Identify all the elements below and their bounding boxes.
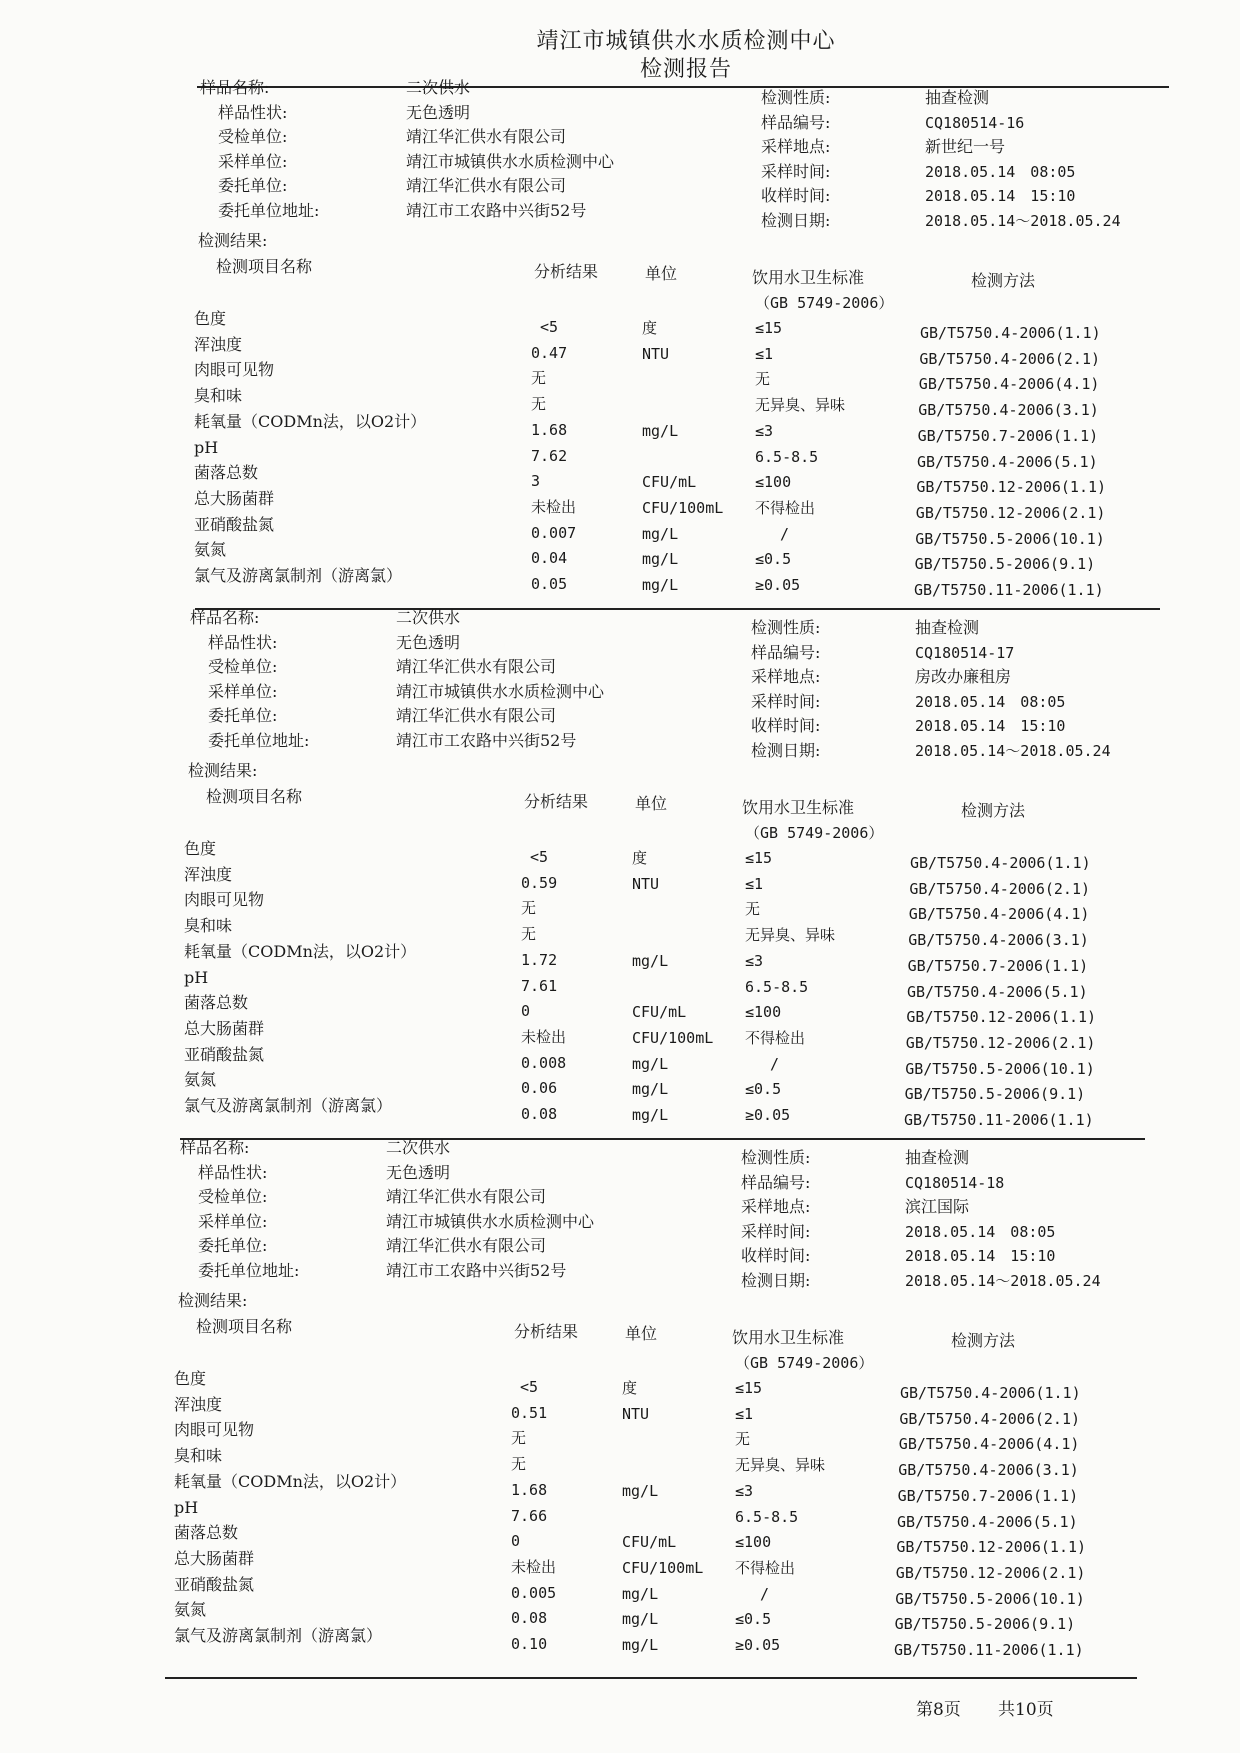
result-value: <5: [540, 318, 559, 336]
page-number: 第8页: [916, 1700, 961, 1720]
value-sample-name: 二次供水: [396, 608, 461, 627]
col-standard-code: （GB 5749-2006）: [745, 824, 884, 842]
method-value: GB/T5750.12-2006(2.1): [905, 1033, 1096, 1052]
method-value: GB/T5750.4-2006(5.1): [907, 982, 1088, 1001]
unit-value: mg/L: [622, 1481, 659, 1500]
item-name: 亚硝酸盐氮: [194, 514, 275, 534]
result-value: 0.10: [511, 1635, 548, 1653]
label-client-unit: 委托单位:: [218, 176, 288, 195]
unit-value: CFU/100mL: [642, 498, 724, 517]
label-inspected-unit: 受检单位:: [208, 657, 278, 676]
item-name: 臭和味: [194, 386, 243, 406]
col-unit: 单位: [645, 264, 678, 283]
item-name: 臭和味: [184, 916, 233, 936]
unit-value: NTU: [642, 344, 670, 363]
value-client-address: 靖江市工农路中兴街52号: [406, 200, 587, 220]
item-name: 色度: [194, 309, 227, 328]
method-value: GB/T5750.4-2006(4.1): [898, 1435, 1080, 1454]
standard-value: ≤0.5: [745, 1080, 782, 1099]
method-value: GB/T5750.7-2006(1.1): [897, 1486, 1079, 1505]
value-test-date: 2018.05.14～2018.05.24: [905, 1271, 1101, 1290]
method-value: GB/T5750.4-2006(5.1): [897, 1512, 1078, 1531]
label-inspected-unit: 受检单位:: [198, 1187, 268, 1206]
item-name: 氯气及游离氯制剂（游离氯）: [174, 1626, 383, 1645]
label-sampling-unit: 采样单位:: [218, 151, 288, 171]
label-receipt-time: 收样时间:: [761, 186, 831, 205]
unit-value: CFU/mL: [642, 473, 697, 492]
method-value: GB/T5750.11-2006(1.1): [904, 1111, 1094, 1129]
item-name: 亚硝酸盐氮: [184, 1044, 265, 1064]
label-inspected-unit: 受检单位:: [218, 127, 288, 146]
label-test-date: 检测日期:: [761, 210, 831, 230]
item-name: 亚硝酸盐氮: [174, 1574, 255, 1594]
unit-value: 度: [642, 319, 658, 337]
item-name: 色度: [174, 1369, 207, 1388]
label-client-address: 委托单位地址:: [218, 200, 320, 220]
col-item: 检测项目名称: [196, 1317, 293, 1336]
unit-value: NTU: [622, 1404, 650, 1423]
standard-value: ≤1: [735, 1404, 754, 1423]
value-client-unit: 靖江华汇供水有限公司: [386, 1236, 547, 1255]
label-test-date: 检测日期:: [741, 1270, 811, 1290]
item-name: 总大肠菌群: [174, 1548, 255, 1568]
unit-value: CFU/mL: [632, 1003, 687, 1022]
col-standard-code: （GB 5749-2006）: [735, 1354, 874, 1372]
result-value: 0: [521, 1002, 531, 1021]
label-sample-no: 样品编号:: [751, 642, 821, 662]
label-sampling-time: 采样时间:: [751, 691, 821, 711]
standard-value: ≤15: [755, 319, 783, 337]
standard-value: /: [760, 1584, 770, 1603]
col-unit: 单位: [625, 1324, 658, 1343]
result-value: 0.06: [521, 1079, 558, 1098]
result-value: 0.59: [521, 873, 558, 892]
value-inspected-unit: 靖江华汇供水有限公司: [406, 127, 567, 146]
unit-value: 度: [622, 1379, 638, 1397]
label-sample-name: 样品名称:: [180, 1138, 250, 1157]
divider: [165, 1677, 1137, 1679]
results-label: 检测结果:: [188, 761, 258, 780]
label-sample-name: 样品名称:: [190, 608, 260, 627]
result-value: <5: [520, 1378, 539, 1396]
result-value: 3: [531, 472, 541, 491]
method-value: GB/T5750.4-2006(2.1): [919, 349, 1101, 368]
item-name: 耗氧量（CODMn法，以O2计）: [174, 1471, 407, 1491]
unit-value: mg/L: [642, 421, 679, 440]
report-title: 检测报告: [639, 57, 732, 82]
col-standard: 饮用水卫生标准: [752, 268, 865, 287]
value-client-address: 靖江市工农路中兴街52号: [396, 730, 577, 750]
method-value: GB/T5750.5-2006(9.1): [914, 555, 1096, 574]
method-value: GB/T5750.4-2006(2.1): [909, 879, 1091, 898]
standard-value: ≤15: [745, 849, 773, 867]
unit-value: mg/L: [622, 1584, 659, 1603]
standard-value: ≤0.5: [735, 1610, 772, 1629]
result-value: 无: [511, 1429, 527, 1448]
value-test-date: 2018.05.14～2018.05.24: [915, 741, 1111, 760]
item-name: 肉眼可见物: [194, 360, 275, 380]
result-value: 1.68: [531, 420, 568, 439]
col-standard: 饮用水卫生标准: [742, 798, 855, 817]
label-sampling-unit: 采样单位:: [208, 681, 278, 701]
standard-value: ≤3: [745, 951, 764, 970]
sample-section-3: [0, 1060, 1220, 1659]
method-value: GB/T5750.11-2006(1.1): [914, 581, 1104, 599]
method-value: GB/T5750.11-2006(1.1): [894, 1641, 1084, 1659]
result-value: 7.62: [531, 446, 568, 465]
value-test-date: 2018.05.14～2018.05.24: [925, 211, 1121, 230]
col-standard: 饮用水卫生标准: [732, 1328, 845, 1347]
standard-value: ≥0.05: [735, 1636, 781, 1654]
result-value: 无: [521, 899, 537, 918]
label-client-unit: 委托单位:: [198, 1236, 268, 1255]
result-value: 0.04: [531, 549, 568, 568]
item-name: 氨氮: [174, 1600, 207, 1620]
unit-value: NTU: [632, 874, 660, 893]
item-name: 菌落总数: [194, 463, 259, 483]
standard-value: 无: [745, 900, 761, 919]
label-sample-name: 样品名称:: [200, 78, 270, 97]
value-sampling-unit: 靖江市城镇供水水质检测中心: [386, 1211, 595, 1231]
method-value: GB/T5750.4-2006(1.1): [900, 1384, 1081, 1402]
unit-value: mg/L: [622, 1636, 659, 1654]
results-label: 检测结果:: [178, 1291, 248, 1310]
label-sample-property: 样品性状:: [198, 1162, 268, 1182]
method-value: GB/T5750.4-2006(1.1): [910, 854, 1091, 872]
value-sample-name: 二次供水: [406, 78, 471, 97]
method-value: GB/T5750.5-2006(10.1): [915, 529, 1105, 548]
item-name: 氨氮: [184, 1070, 217, 1090]
value-test-nature: 抽查检测: [905, 1148, 970, 1167]
method-value: GB/T5750.5-2006(10.1): [895, 1589, 1085, 1608]
label-sample-property: 样品性状:: [218, 102, 288, 122]
value-sample-name: 二次供水: [386, 1138, 451, 1157]
item-name: pH: [184, 967, 209, 987]
item-name: 总大肠菌群: [194, 488, 275, 508]
unit-value: mg/L: [632, 1080, 669, 1099]
result-value: 1.68: [511, 1480, 548, 1499]
value-client-unit: 靖江华汇供水有限公司: [406, 176, 567, 195]
result-value: 无: [511, 1455, 527, 1474]
result-value: 无: [531, 369, 547, 388]
label-sampling-site: 采样地点:: [761, 137, 831, 156]
standard-value: 无异臭、异味: [735, 1456, 826, 1475]
unit-value: CFU/mL: [622, 1533, 677, 1552]
col-method: 检测方法: [961, 801, 1026, 820]
result-value: 未检出: [531, 497, 577, 516]
item-name: 菌落总数: [184, 993, 249, 1013]
label-client-address: 委托单位地址:: [208, 730, 310, 750]
label-sample-property: 样品性状:: [208, 632, 278, 652]
item-name: 浑浊度: [194, 334, 243, 354]
unit-value: mg/L: [632, 951, 669, 970]
method-value: GB/T5750.4-2006(3.1): [918, 401, 1099, 420]
value-sampling-unit: 靖江市城镇供水水质检测中心: [396, 681, 605, 701]
label-receipt-time: 收样时间:: [751, 716, 821, 735]
label-client-unit: 委托单位:: [208, 706, 278, 725]
standard-value: /: [780, 524, 790, 543]
method-value: GB/T5750.4-2006(4.1): [908, 905, 1090, 924]
results-label: 检测结果:: [198, 231, 268, 250]
unit-value: CFU/100mL: [622, 1558, 704, 1577]
method-value: GB/T5750.7-2006(1.1): [917, 426, 1099, 445]
unit-value: mg/L: [632, 1054, 669, 1073]
item-name: 肉眼可见物: [174, 1420, 255, 1440]
result-value: 0.08: [511, 1609, 548, 1628]
item-name: pH: [194, 437, 219, 457]
item-name: 浑浊度: [174, 1394, 223, 1414]
standard-value: 无异臭、异味: [745, 926, 836, 945]
result-value: 无: [531, 395, 547, 414]
col-method: 检测方法: [951, 1331, 1016, 1350]
item-name: pH: [174, 1497, 199, 1517]
value-sampling-site: 滨江国际: [905, 1197, 970, 1216]
label-test-date: 检测日期:: [751, 740, 821, 760]
unit-value: mg/L: [622, 1610, 659, 1629]
col-result: 分析结果: [514, 1322, 579, 1341]
method-value: GB/T5750.7-2006(1.1): [907, 956, 1089, 975]
standard-value: ≤15: [735, 1379, 763, 1397]
item-name: 臭和味: [174, 1446, 223, 1466]
method-value: GB/T5750.4-2006(3.1): [908, 931, 1089, 950]
value-sample-no: CQ180514-17: [915, 643, 1015, 662]
result-value: 0.08: [521, 1105, 558, 1123]
item-name: 氯气及游离氯制剂（游离氯）: [194, 566, 403, 585]
result-value: 0.008: [521, 1053, 567, 1072]
standard-value: ≤0.5: [755, 550, 792, 569]
unit-value: mg/L: [642, 550, 679, 569]
value-test-nature: 抽查检测: [915, 618, 980, 637]
result-value: 7.61: [521, 976, 558, 995]
item-name: 色度: [184, 839, 217, 858]
standard-value: ≤3: [755, 421, 774, 440]
label-test-nature: 检测性质:: [751, 618, 821, 637]
standard-value: 6.5-8.5: [735, 1507, 799, 1526]
method-value: GB/T5750.5-2006(10.1): [905, 1059, 1095, 1078]
col-item: 检测项目名称: [216, 257, 313, 276]
result-value: 无: [521, 925, 537, 944]
value-test-nature: 抽查检测: [925, 88, 990, 107]
value-inspected-unit: 靖江华汇供水有限公司: [386, 1187, 547, 1206]
method-value: GB/T5750.5-2006(9.1): [904, 1085, 1086, 1104]
result-value: 未检出: [511, 1557, 557, 1576]
standard-value: ≤100: [735, 1533, 772, 1552]
standard-value: ≤1: [745, 874, 764, 893]
value-client-unit: 靖江华汇供水有限公司: [396, 706, 557, 725]
result-value: 0.05: [531, 575, 568, 593]
method-value: GB/T5750.12-2006(2.1): [895, 1563, 1086, 1582]
method-value: GB/T5750.4-2006(1.1): [920, 324, 1101, 342]
label-sampling-unit: 采样单位:: [198, 1211, 268, 1231]
value-receipt-time: 2018.05.14 15:10: [925, 187, 1076, 205]
standard-value: ≤3: [735, 1481, 754, 1500]
item-name: 肉眼可见物: [184, 890, 265, 910]
value-receipt-time: 2018.05.14 15:10: [905, 1247, 1056, 1265]
method-value: GB/T5750.12-2006(1.1): [916, 478, 1107, 497]
method-value: GB/T5750.4-2006(3.1): [898, 1461, 1079, 1480]
unit-value: 度: [632, 849, 648, 867]
result-value: 0.005: [511, 1583, 557, 1602]
result-value: 7.66: [511, 1506, 548, 1525]
method-value: GB/T5750.12-2006(2.1): [915, 503, 1106, 522]
result-value: 1.72: [521, 950, 558, 969]
label-sampling-site: 采样地点:: [741, 1197, 811, 1216]
value-sampling-time: 2018.05.14 08:05: [925, 162, 1076, 181]
value-sample-property: 无色透明: [406, 102, 471, 122]
standard-value: 不得检出: [755, 498, 816, 517]
item-name: 氯气及游离氯制剂（游离氯）: [184, 1096, 393, 1115]
method-value: GB/T5750.4-2006(4.1): [918, 375, 1100, 394]
standard-value: 无: [735, 1430, 751, 1449]
label-test-nature: 检测性质:: [741, 1148, 811, 1167]
method-value: GB/T5750.4-2006(2.1): [899, 1409, 1081, 1428]
standard-value: ≤100: [755, 473, 792, 492]
value-receipt-time: 2018.05.14 15:10: [915, 717, 1066, 735]
standard-value: ≤1: [755, 344, 774, 363]
result-value: 未检出: [521, 1027, 567, 1046]
item-name: 氨氮: [194, 540, 227, 560]
label-sample-no: 样品编号:: [761, 112, 831, 132]
label-client-address: 委托单位地址:: [198, 1260, 300, 1280]
value-sample-property: 无色透明: [396, 632, 461, 652]
item-name: 耗氧量（CODMn法，以O2计）: [184, 941, 417, 961]
standard-value: ≥0.05: [745, 1106, 791, 1124]
label-sampling-site: 采样地点:: [751, 667, 821, 686]
unit-value: CFU/100mL: [632, 1028, 714, 1047]
label-sampling-time: 采样时间:: [761, 161, 831, 181]
item-name: 耗氧量（CODMn法，以O2计）: [194, 411, 427, 431]
value-sample-no: CQ180514-16: [925, 113, 1025, 132]
value-sampling-unit: 靖江市城镇供水水质检测中心: [406, 151, 615, 171]
standard-value: 6.5-8.5: [745, 977, 809, 996]
sample-section-2: [0, 530, 1230, 1129]
standard-value: 不得检出: [745, 1028, 806, 1047]
label-sampling-time: 采样时间:: [741, 1221, 811, 1241]
method-value: GB/T5750.12-2006(1.1): [906, 1008, 1097, 1027]
report-org-title: 靖江市城镇供水水质检测中心: [536, 29, 836, 54]
col-standard-code: （GB 5749-2006）: [755, 294, 894, 312]
col-result: 分析结果: [534, 262, 599, 281]
result-value: 0.007: [531, 523, 577, 542]
method-value: GB/T5750.4-2006(5.1): [917, 452, 1098, 471]
result-value: 0.51: [511, 1403, 548, 1422]
value-inspected-unit: 靖江华汇供水有限公司: [396, 657, 557, 676]
label-receipt-time: 收样时间:: [741, 1246, 811, 1265]
value-sampling-site: 房改办廉租房: [915, 667, 1012, 686]
value-sampling-time: 2018.05.14 08:05: [915, 692, 1066, 711]
col-item: 检测项目名称: [206, 787, 303, 806]
value-sampling-time: 2018.05.14 08:05: [905, 1222, 1056, 1241]
item-name: 浑浊度: [184, 864, 233, 884]
col-method: 检测方法: [971, 271, 1036, 290]
page-total: 共10页: [998, 1700, 1054, 1720]
col-unit: 单位: [635, 794, 668, 813]
standard-value: ≥0.05: [755, 576, 801, 594]
value-sample-no: CQ180514-18: [905, 1173, 1005, 1192]
result-value: <5: [530, 848, 549, 866]
standard-value: ≤100: [745, 1003, 782, 1022]
result-value: 0: [511, 1532, 521, 1551]
item-name: 菌落总数: [174, 1523, 239, 1543]
unit-value: mg/L: [642, 524, 679, 543]
label-sample-no: 样品编号:: [741, 1172, 811, 1192]
value-client-address: 靖江市工农路中兴街52号: [386, 1260, 567, 1280]
value-sampling-site: 新世纪一号: [925, 137, 1006, 156]
label-test-nature: 检测性质:: [761, 88, 831, 107]
standard-value: /: [770, 1054, 780, 1073]
standard-value: 无: [755, 370, 771, 389]
standard-value: 6.5-8.5: [755, 447, 819, 466]
col-result: 分析结果: [524, 792, 589, 811]
item-name: 总大肠菌群: [184, 1018, 265, 1038]
method-value: GB/T5750.12-2006(1.1): [896, 1538, 1087, 1557]
unit-value: mg/L: [632, 1106, 669, 1124]
method-value: GB/T5750.5-2006(9.1): [894, 1615, 1076, 1634]
sample-section-1: [0, 0, 1240, 599]
standard-value: 无异臭、异味: [755, 396, 846, 415]
unit-value: mg/L: [642, 576, 679, 594]
result-value: 0.47: [531, 343, 568, 362]
value-sample-property: 无色透明: [386, 1162, 451, 1182]
standard-value: 不得检出: [735, 1558, 796, 1577]
